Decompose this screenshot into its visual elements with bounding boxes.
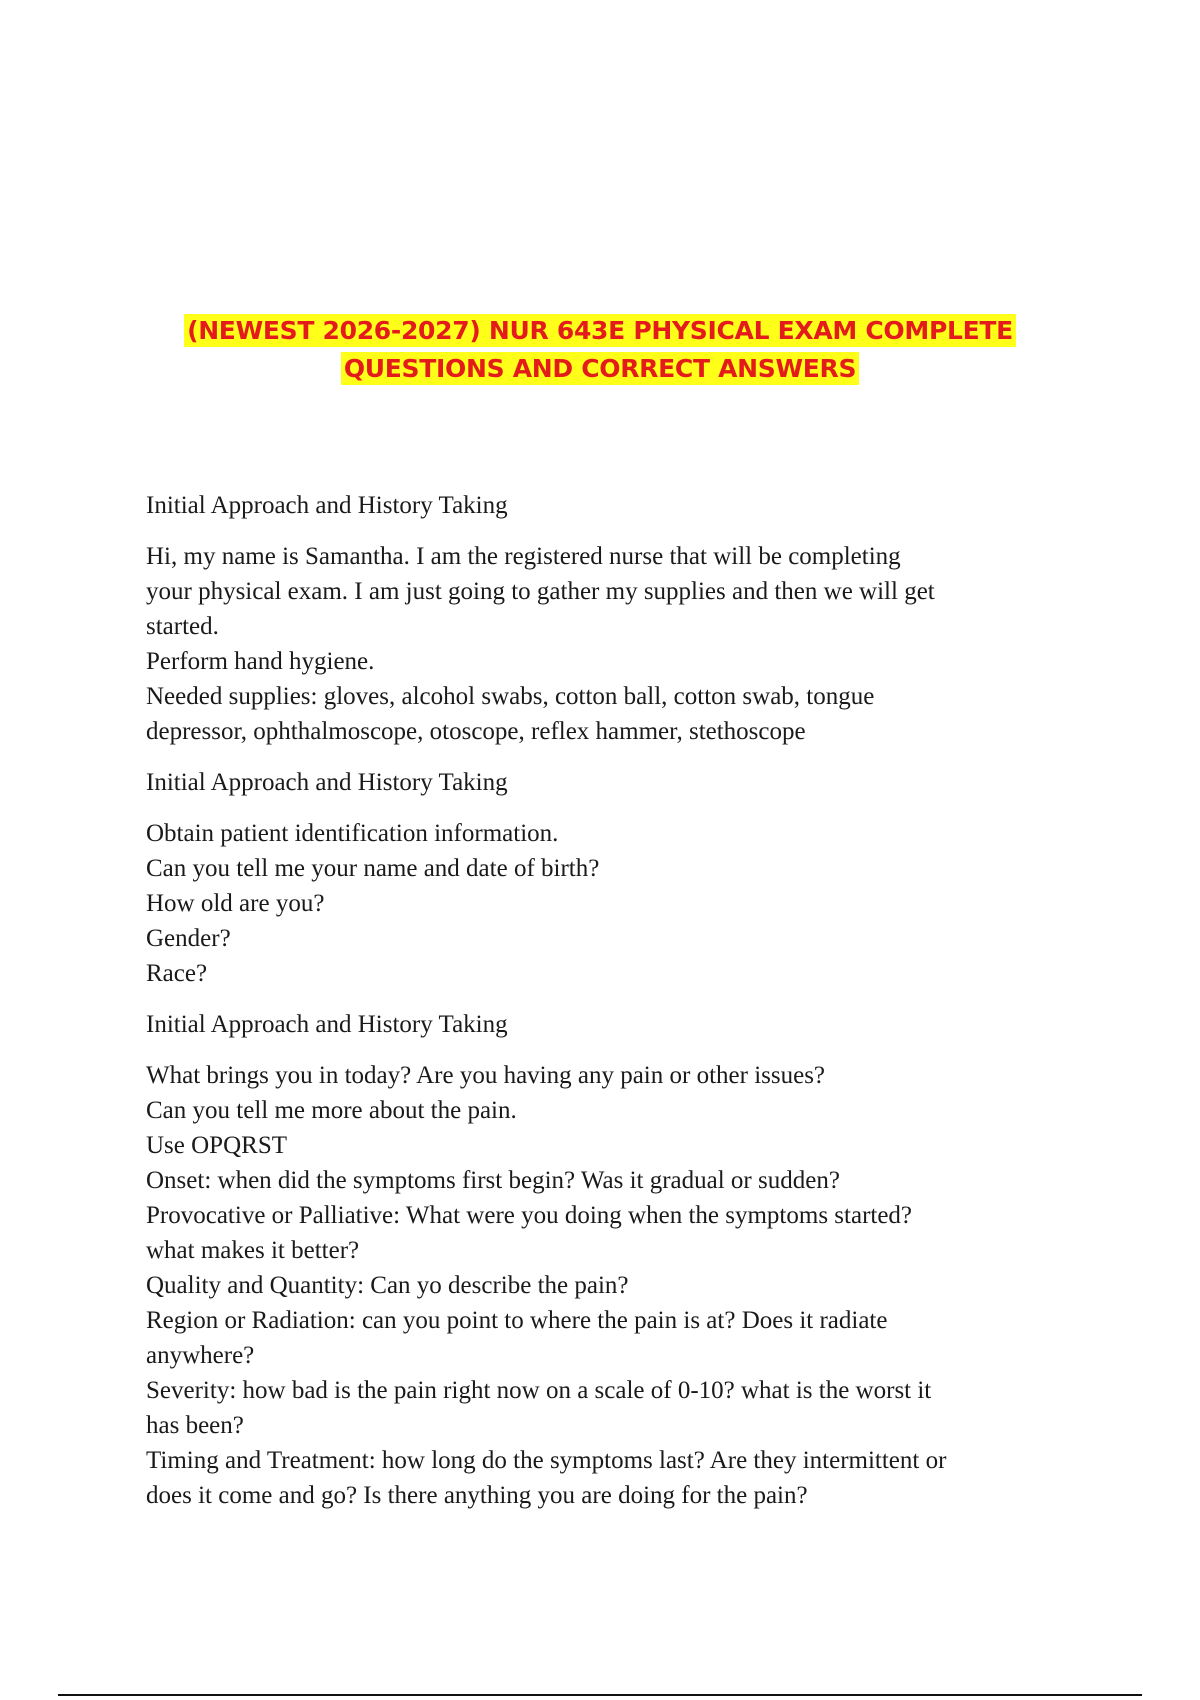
body-line: Obtain patient identification information.	[146, 820, 559, 847]
section	[146, 765, 1066, 991]
title-line	[0, 350, 1200, 388]
body-line: How old are you?	[146, 890, 325, 917]
body-line: Can you tell me your name and date of birth?	[146, 855, 600, 882]
section-heading: Initial Approach and History Taking	[146, 492, 508, 519]
body-line: Severity: how bad is the pain right now on a scale of 0-10? what is the worst it	[146, 1377, 932, 1404]
body-line: Perform hand hygiene.	[146, 648, 375, 675]
body-line: what makes it better?	[146, 1237, 360, 1264]
body-line: Race?	[146, 960, 208, 987]
section-heading: Initial Approach and History Taking	[146, 769, 508, 796]
document-body	[146, 488, 1066, 1529]
body-line: Needed supplies: gloves, alcohol swabs, cotton ball, cotton swab, tongue	[146, 683, 875, 710]
title-line	[0, 312, 1200, 350]
body-line: Provocative or Palliative: What were you doing when the symptoms started?	[146, 1202, 913, 1229]
body-line: Hi, my name is Samantha. I am the registered nurse that will be completing	[146, 543, 901, 570]
document-title	[0, 312, 1200, 388]
body-line: Gender?	[146, 925, 231, 952]
body-line: Use OPQRST	[146, 1132, 287, 1159]
body-line: depressor, ophthalmoscope, otoscope, reflex hammer, stethoscope	[146, 718, 806, 745]
body-line: Region or Radiation: can you point to where the pain is at? Does it radiate	[146, 1307, 888, 1334]
footer-divider	[58, 1694, 1142, 1696]
body-line: Onset: when did the symptoms first begin? Was it gradual or sudden?	[146, 1167, 840, 1194]
title-line-highlight: QUESTIONS AND CORRECT ANSWERS	[341, 352, 859, 385]
body-line: Can you tell me more about the pain.	[146, 1097, 517, 1124]
body-line: anywhere?	[146, 1342, 255, 1369]
body-line: does it come and go? Is there anything you are doing for the pain?	[146, 1482, 808, 1509]
section	[146, 488, 1066, 749]
body-line: Quality and Quantity: Can yo describe the pain?	[146, 1272, 629, 1299]
section	[146, 1007, 1066, 1513]
body-line: started.	[146, 613, 219, 640]
body-line: What brings you in today? Are you having any pain or other issues?	[146, 1062, 826, 1089]
body-line: Timing and Treatment: how long do the symptoms last? Are they intermittent or	[146, 1447, 947, 1474]
body-line: your physical exam. I am just going to gather my supplies and then we will get	[146, 578, 935, 605]
body-line: has been?	[146, 1412, 244, 1439]
title-line-highlight: (NEWEST 2026-2027) NUR 643E PHYSICAL EXAM COMPLETE	[184, 314, 1016, 347]
section-heading: Initial Approach and History Taking	[146, 1011, 508, 1038]
